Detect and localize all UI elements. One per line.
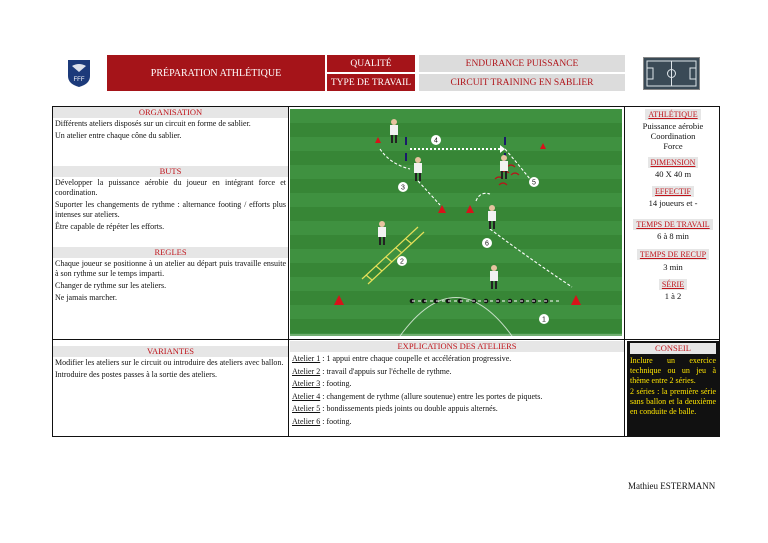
explications-section [290,341,624,430]
divider [53,339,719,340]
serie-value: 1 à 2 [664,291,682,301]
marker-label: 2 [400,258,404,266]
temps-travail-label-text: TEMPS DE TRAVAIL [633,219,712,230]
buts-line: Suporter les changements de rythme : alternance footing / efforts plus intenses sur ateliers. [55,200,286,219]
regles-line: Chaque joueur se positionne à un atelier au départ puis travaille ensuite à son rythme sur le temps imparti. [55,259,286,278]
organisation-line: Un atelier entre chaque cône du sablier. [55,131,182,140]
atelier-text: : changement de rythme (allure soutenue) entre les portes de piquets. [320,391,543,401]
organisation-text [53,118,288,166]
atelier-name: Atelier 5 [292,404,321,414]
buts-head: BUTS [53,166,288,177]
organisation-line: Différents ateliers disposés sur un circuit en forme de sablier. [55,119,251,128]
training-field-diagram [290,109,622,336]
variantes-line: Modifier les ateliers sur le circuit ou introduire des ateliers avec ballon. [55,358,284,367]
marker-label: 4 [434,137,438,145]
conseil-line: 2 séries : la première série sans ballon et la deuxième en conduite de balle. [630,386,716,417]
left-column [53,107,288,384]
regles-text [53,258,288,346]
temps-recup-label [627,250,719,259]
right-column [627,107,719,301]
logo-text: FFF [73,77,85,83]
marker-label: 1 [542,316,546,324]
atelier-line [292,353,622,366]
athletique-value: Coordination [650,131,696,141]
regles-head: REGLES [53,247,288,258]
marker-3 [398,182,408,192]
dimension-label-text: DIMENSION [648,157,699,168]
regles-line: Ne jamais marcher. [55,293,117,302]
marker-label: 3 [401,184,405,192]
type-label: TYPE DE TRAVAIL [327,74,415,91]
regles-line: Changer de rythme sur les ateliers. [55,281,167,290]
effectif-value: 14 joueurs et - [648,198,698,208]
atelier-name: Atelier 2 [292,366,321,376]
athletique-label-text: ATHLÉTIQUE [645,109,700,120]
marker-2 [397,256,407,266]
atelier-line [292,366,622,379]
author-signature: Mathieu ESTERMANN [628,481,716,491]
athletique-value: Force [663,141,683,151]
temps-travail-label [627,220,719,229]
atelier-name: Atelier 3 [292,379,321,389]
conseil-head: CONSEIL [630,343,716,354]
athletique-value: Puissance aérobie [642,121,704,131]
variantes-line: Introduire des postes passes à la sortie des ateliers. [55,370,217,379]
atelier-text: : footing. [320,416,352,426]
session-sheet [52,106,720,437]
variantes-head: VARIANTES [53,346,288,357]
atelier-text: : bondissements pieds joints ou double appuis alternés. [320,404,498,414]
atelier-line [292,416,622,429]
marker-6 [482,238,492,248]
temps-travail-value: 6 à 8 min [657,231,689,241]
temps-recup-label-text: TEMPS DE RECUP [637,249,709,260]
marker-1 [539,314,549,324]
pitch-icon [643,57,700,90]
atelier-line [292,391,622,404]
dimension-label [627,158,719,167]
atelier-text: : footing. [320,379,352,389]
atelier-name: Atelier 1 [292,354,321,363]
effectif-label-text: EFFECTIF [652,186,694,197]
atelier-line [292,378,622,391]
atelier-name: Atelier 6 [292,416,321,426]
buts-line: Être capable de répéter les efforts. [55,222,165,231]
buts-line: Développer la puissance aérobie du joueur en intégrant force et coordination. [55,178,286,197]
divider [624,107,625,436]
conseil-text [627,354,719,419]
organisation-head: ORGANISATION [53,107,288,118]
temps-recup-value: 3 min [663,262,683,272]
qualite-value: ENDURANCE PUISSANCE [419,55,625,72]
atelier-name: Atelier 4 [292,391,321,401]
divider [288,107,289,436]
page-title: PRÉPARATION ATHLÉTIQUE [107,55,325,91]
explications-head: EXPLICATIONS DES ATELIERS [290,341,624,352]
type-value: CIRCUIT TRAINING EN SABLIER [419,74,625,91]
marker-label: 6 [485,240,489,248]
variantes-text [53,357,288,384]
effectif-label [627,187,719,196]
serie-label-text: SÉRIE [659,279,687,290]
atelier-text: : 1 appui entre chaque coupelle et accélération progressive. [320,354,512,363]
atelier-text: : travail d'appuis sur l'échelle de rythme. [320,366,452,376]
atelier-line [292,403,622,416]
marker-4 [431,135,441,145]
marker-label: 5 [532,179,536,187]
buts-text [53,177,288,247]
conseil-box [627,341,719,436]
dimension-value: 40 X 40 m [654,169,692,179]
fff-logo [66,58,92,88]
qualite-label: QUALITÉ [327,55,415,72]
athletique-label [627,110,719,119]
serie-label [627,280,719,289]
conseil-line: Inclure un exercice technique ou un jeu à thème entre 2 séries. [630,356,716,386]
marker-5 [529,177,539,187]
